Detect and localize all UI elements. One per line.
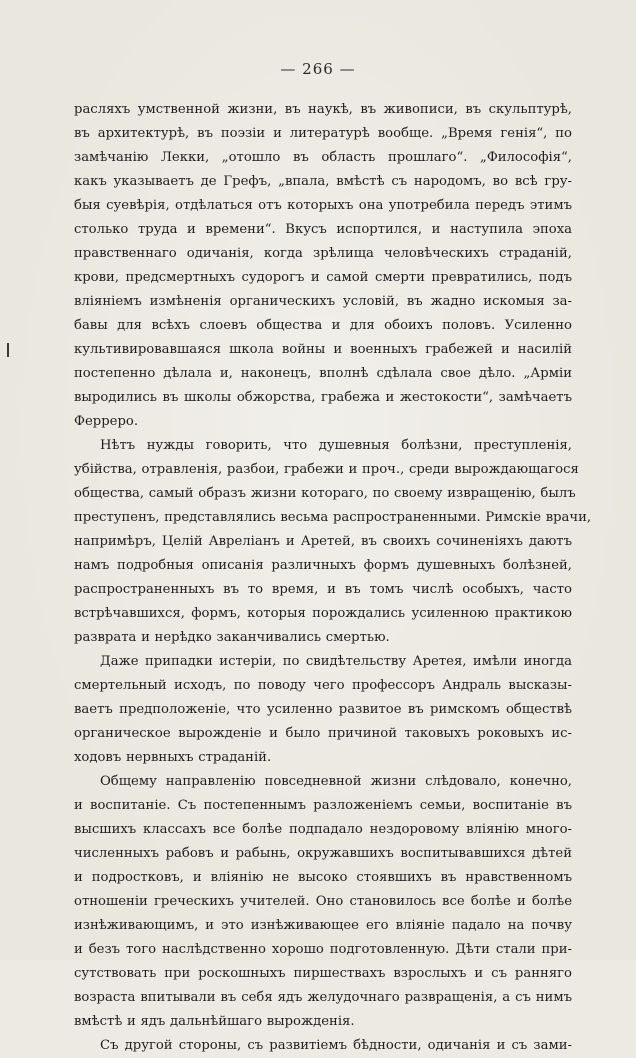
paragraph-4 (74, 770, 572, 1034)
text-line: преступенъ, представлялись весьма распространенными. Римскіе врачи, (74, 510, 592, 525)
text-line: правственнаго одичанія, когда зрѣлища человѣческихъ страданій, (74, 246, 572, 261)
text-line: столько труда и времени“. Вкусъ испортился, и наступила эпоха (74, 222, 572, 237)
text-line: убійства, отравленія, разбои, грабежи и проч., среди вырождающагося (74, 462, 579, 477)
text-line: вмѣстѣ и ядъ дальнѣйшаго вырожденія. (74, 1014, 355, 1029)
text-line: Ферреро. (74, 414, 139, 429)
text-line: Съ другой стороны, съ развитіемъ бѣдности, одичанія и съ зами- (100, 1038, 572, 1053)
text-line: общества, самый образъ жизни котораго, по своему извращенію, былъ (74, 486, 576, 501)
text-line: вліяніемъ измѣненія органическихъ условій, въ жадно искомыя за- (74, 294, 572, 309)
text-line: выродились въ школы обжорства, грабежа и жестокости“, замѣчаетъ (74, 390, 572, 405)
text-line: быя суевѣрія, отдѣлаться отъ которыхъ она употребила передъ этимъ (74, 198, 572, 213)
text-line: крови, предсмертныхъ судорогъ и самой смерти превратились, подъ (74, 270, 572, 285)
text-line: смертельный исходъ, по поводу чего профессоръ Андраль высказы- (74, 678, 572, 693)
paragraph-2 (74, 434, 592, 650)
margin-mark (7, 343, 9, 357)
text-line: и безъ того наслѣдственно хорошо подготовленную. Дѣти стали при- (74, 942, 572, 957)
text-line: возраста впитывали въ себя ядъ желудочнаго развращенія, а съ нимъ (74, 990, 572, 1005)
text-line: бавы для всѣхъ слоевъ общества и для обоихъ половъ. Усиленно (74, 318, 572, 333)
text-line: изнѣживающимъ, и это изнѣживающее его вліяніе падало на почву (74, 918, 572, 933)
text-line: культивировавшаяся школа войны и военныхъ грабежей и насилій (74, 342, 572, 357)
text-line: отношеніи греческихъ учителей. Оно становилось все болѣе и болѣе (74, 894, 572, 909)
text-line: какъ указываетъ де Грефъ, „впала, вмѣстѣ съ народомъ, во всѣ гру- (74, 174, 572, 189)
text-line: ваетъ предположеніе, что усиленно развитое въ римскомъ обществѣ (74, 702, 572, 717)
text-line: Общему направленію повседневной жизни слѣдовало, конечно, (100, 774, 572, 789)
text-line: Нѣтъ нужды говорить, что душевныя болѣзни, преступленія, (100, 438, 572, 453)
text-line: Даже припадки истеріи, по свидѣтельству Аретея, имѣли иногда (100, 654, 572, 669)
text-line: и подростковъ, и вліянію не высоко стоявшихъ въ нравственномъ (74, 870, 572, 885)
text-line: напримѣръ, Целій Авреліанъ и Аретей, въ своихъ сочиненіяхъ даютъ (74, 534, 572, 549)
text-line: постепенно дѣлала и, наконецъ, вполнѣ сдѣлала свое дѣло. „Арміи (74, 366, 572, 381)
text-line: намъ подробныя описанія различныхъ формъ душевныхъ болѣзней, (74, 558, 572, 573)
text-line: ходовъ нервныхъ страданій. (74, 750, 272, 765)
paragraph-5 (74, 1034, 572, 1058)
text-line: въ архитектурѣ, въ поэзіи и литературѣ вообще. „Время генія“, по (74, 126, 572, 141)
text-line: и воспитаніе. Съ постепеннымъ разложеніемъ семьи, воспитаніе въ (74, 798, 572, 813)
text-line: распространенныхъ въ то время, и въ томъ числѣ особыхъ, часто (74, 582, 572, 597)
text-line: встрѣчавшихся, формъ, которыя порождались усиленною практикою (74, 606, 572, 621)
text-line: разврата и нерѣдко заканчивались смертью. (74, 630, 390, 645)
text-line: сутствовать при роскошныхъ пиршествахъ взрослыхъ и съ ранняго (74, 966, 572, 981)
text-line: численныхъ рабовъ и рабынь, окружавшихъ воспитывавшихся дѣтей (74, 846, 572, 861)
text-line: органическое вырожденіе и было причиной таковыхъ роковыхъ ис- (74, 726, 572, 741)
body-text (74, 98, 592, 1058)
page-number: — 266 — (280, 60, 356, 78)
paragraph-3 (74, 650, 572, 770)
text-line: замѣчанію Лекки, „отошло въ область прошлаго“. „Философія“, (74, 150, 572, 165)
paragraph-1 (74, 98, 572, 434)
text-line: высшихъ классахъ все болѣе подпадало нездоровому вліянію много- (74, 822, 572, 837)
text-line: расляхъ умственной жизни, въ наукѣ, въ живописи, въ скульптурѣ, (74, 102, 572, 117)
